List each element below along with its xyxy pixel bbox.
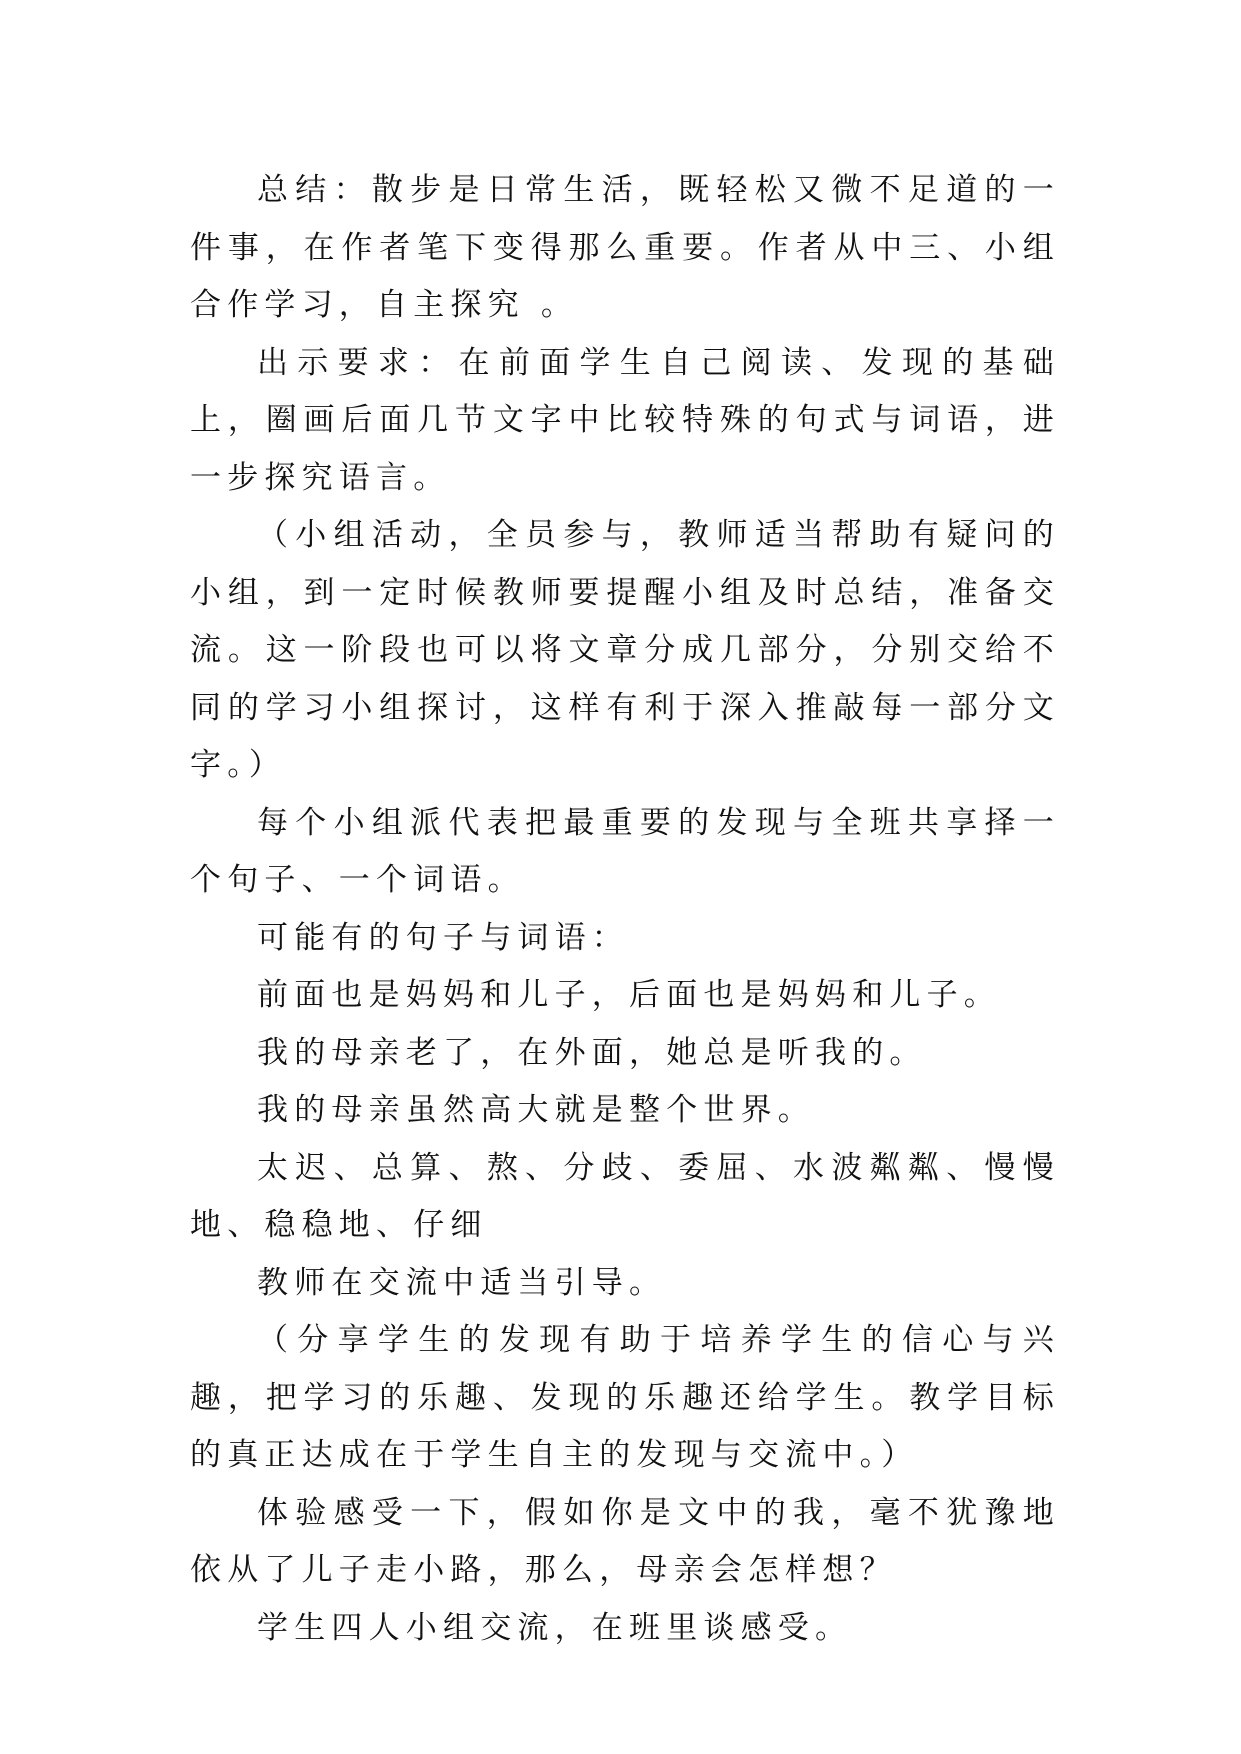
paragraph-example-sentence-3: 我的母亲虽然高大就是整个世界。 [257, 1092, 815, 1128]
paragraph-teacher-guidance: 教师在交流中适当引导。 [257, 1264, 667, 1301]
paragraph-sharing-note: （分享学生的发现有助于培养学生的信心与兴趣，把学习的乐趣、发现的乐趣还给学生。教学目标的真正达成在于学生自主的发现与交流中。） [190, 1322, 1060, 1473]
paragraph-example-sentence-1: 前面也是妈妈和儿子，后面也是妈妈和儿子。 [257, 977, 1001, 1013]
paragraph-experience-question: 体验感受一下，假如你是文中的我，毫不犹豫地依从了儿子走小路，那么，母亲会怎样想？ [190, 1494, 1060, 1588]
document-body [190, 162, 1060, 1657]
paragraph-group-share: 每个小组派代表把最重要的发现与全班共享择一个句子、一个词语。 [190, 804, 1060, 898]
paragraph-summary: 总结：散步是日常生活，既轻松又微不足道的一件事，在作者笔下变得那么重要。作者从中三、小组合作学习，自主探究 。 [190, 172, 1060, 323]
paragraph-example-words: 太迟、总算、熬、分歧、委屈、水波粼粼、慢慢地、稳稳地、仔细 [190, 1149, 1060, 1243]
paragraph-example-sentence-2: 我的母亲老了，在外面，她总是听我的。 [257, 1034, 927, 1071]
paragraph-group-activity-note: （小组活动，全员参与，教师适当帮助有疑问的小组，到一定时候教师要提醒小组及时总结，准备交流。这一阶段也可以将文章分成几部分，分别交给不同的学习小组探讨，这样有利于深入推敲每一部分文字。） [190, 517, 1060, 783]
paragraph-possible-sentences-heading: 可能有的句子与词语： [257, 919, 629, 956]
paragraph-group-discussion: 学生四人小组交流，在班里谈感受。 [257, 1609, 853, 1646]
paragraph-requirement: 出示要求：在前面学生自己阅读、发现的基础上，圈画后面几节文字中比较特殊的句式与词语，进一步探究语言。 [190, 344, 1060, 496]
